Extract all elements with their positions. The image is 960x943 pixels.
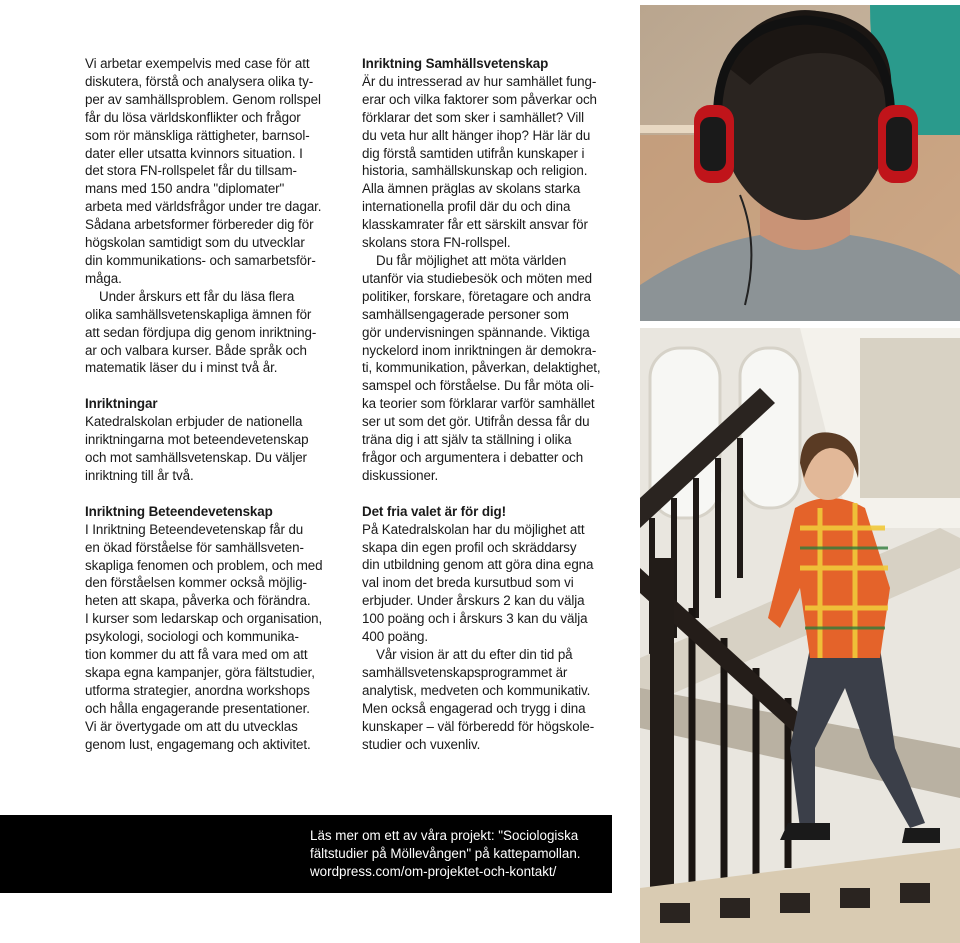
fria-valet-paragraph-2: Vår vision är att du efter din tid på samhällsvetenskapsprogrammet är analytisk, medveten och kommunikativ. Men också engagerad och trygg i dina kunskaper – väl förberedd för högskole- studier och vuxenliv. [362,647,595,752]
fria-valet-heading: Det fria valet är för dig! [362,503,506,519]
beteendevetenskap-body: I Inriktning Beteendevetenskap får du en ökad förståelse för samhällsveten- skapliga fenomen och problem, och med den förståelsen kommer också möjlig- heten att skapa, påverka och förändra. I kurser som ledarskap och organisation, psykologi, sociologi och kommunika- tion kommer du att få vara med om att skapa egna kampanjer, göra fältstudier, utforma strategier, anordna workshops och hålla engagerande presentationer. Vi är övertygade om att du utvecklas genom lust, engagemang och aktivitet. [85,521,323,752]
footer-banner [0,815,612,893]
inriktningar-heading: Inriktningar [85,396,158,412]
intro-paragraph-1: Vi arbetar exempelvis med case för att diskutera, förstå och analysera olika ty- per av samhällsproblem. Genom rollspel får du lösa världskonflikter och frågor som rör mänskliga rättigheter, barnsol- dater eller utsatta kvinnors situation. I det stora FN-rollspelet får du tillsam- mans med 150 andra "diplomater" arbeta med världsfrågor under tre dagar. Sådana arbetsformer förbereder dig för högskolan samtidigt som du utvecklar din kommunikations- och samarbetsför- måga. [85,56,322,286]
beteendevetenskap-heading: Inriktning Beteendevetenskap [85,503,273,519]
footer-project-link[interactable]: Läs mer om ett av våra projekt: "Sociologiska fältstudier på Möllevången" på kattepamollan. wordpress.com/om-projektet-och-kontakt/ [310,828,581,879]
fria-valet-paragraph-1: På Katedralskolan har du möjlighet att skapa din egen profil och skräddarsy din utbildning genom att göra dina egna val inom det breda kursutbud som vi erbjuder. Under årskurs 2 kan du välja 100 poäng och i årskurs 3 kan du välja 400 poäng. [362,521,594,645]
intro-paragraph-2: Under årskurs ett får du läsa flera olika samhällsvetenskapliga ämnen för att sedan fördjupa dig genom inriktning- ar och valbara kurser. Både språk och matematik läser du i minst två år. [85,288,317,376]
headphones-illustration [640,5,960,321]
samhallsvetenskap-paragraph-2: Du får möjlighet att möta världen utanför via studiebesök och möten med politiker, forskare, företagare och andra samhällsengagerade personer som gör undervisningen spännande. Viktiga nyckelord inom inriktningen är demokra- ti, kommunikation, påverkan, delaktighet, samspel och förståelse. Du får möta oli- ka teorier som förklarar varför samhället ser ut som det gör. Utifrån dessa får du träna dig i att själv ta ställning i olika frågor och argumentera i debatter och diskussioner. [362,252,601,483]
right-text-column [362,55,620,753]
samhallsvetenskap-heading: Inriktning Samhällsvetenskap [362,56,549,71]
inriktningar-body: Katedralskolan erbjuder de nationella inriktningarna mot beteendevetenskap och mot samhällsvetenskap. Du väljer inriktning till år två. [85,414,309,483]
samhallsvetenskap-paragraph-1: Är du intresserad av hur samhället fung- erar och vilka faktorer som påverkar och förklarar det som sker i samhället? Vill du veta hur allt hänger ihop? Här lär du dig förstå samtiden utifrån kunskaper i historia, samhällskunskap och religion. Alla ämnen präglas av skolans starka internationella profil där du och dina klasskamrater får ett särskilt ansvar för skolans stora FN-rollspel. [362,73,597,251]
left-text-column [85,55,347,754]
photo-girl-staircase [640,328,960,943]
staircase-illustration [640,328,960,943]
photo-student-headphones [640,5,960,321]
